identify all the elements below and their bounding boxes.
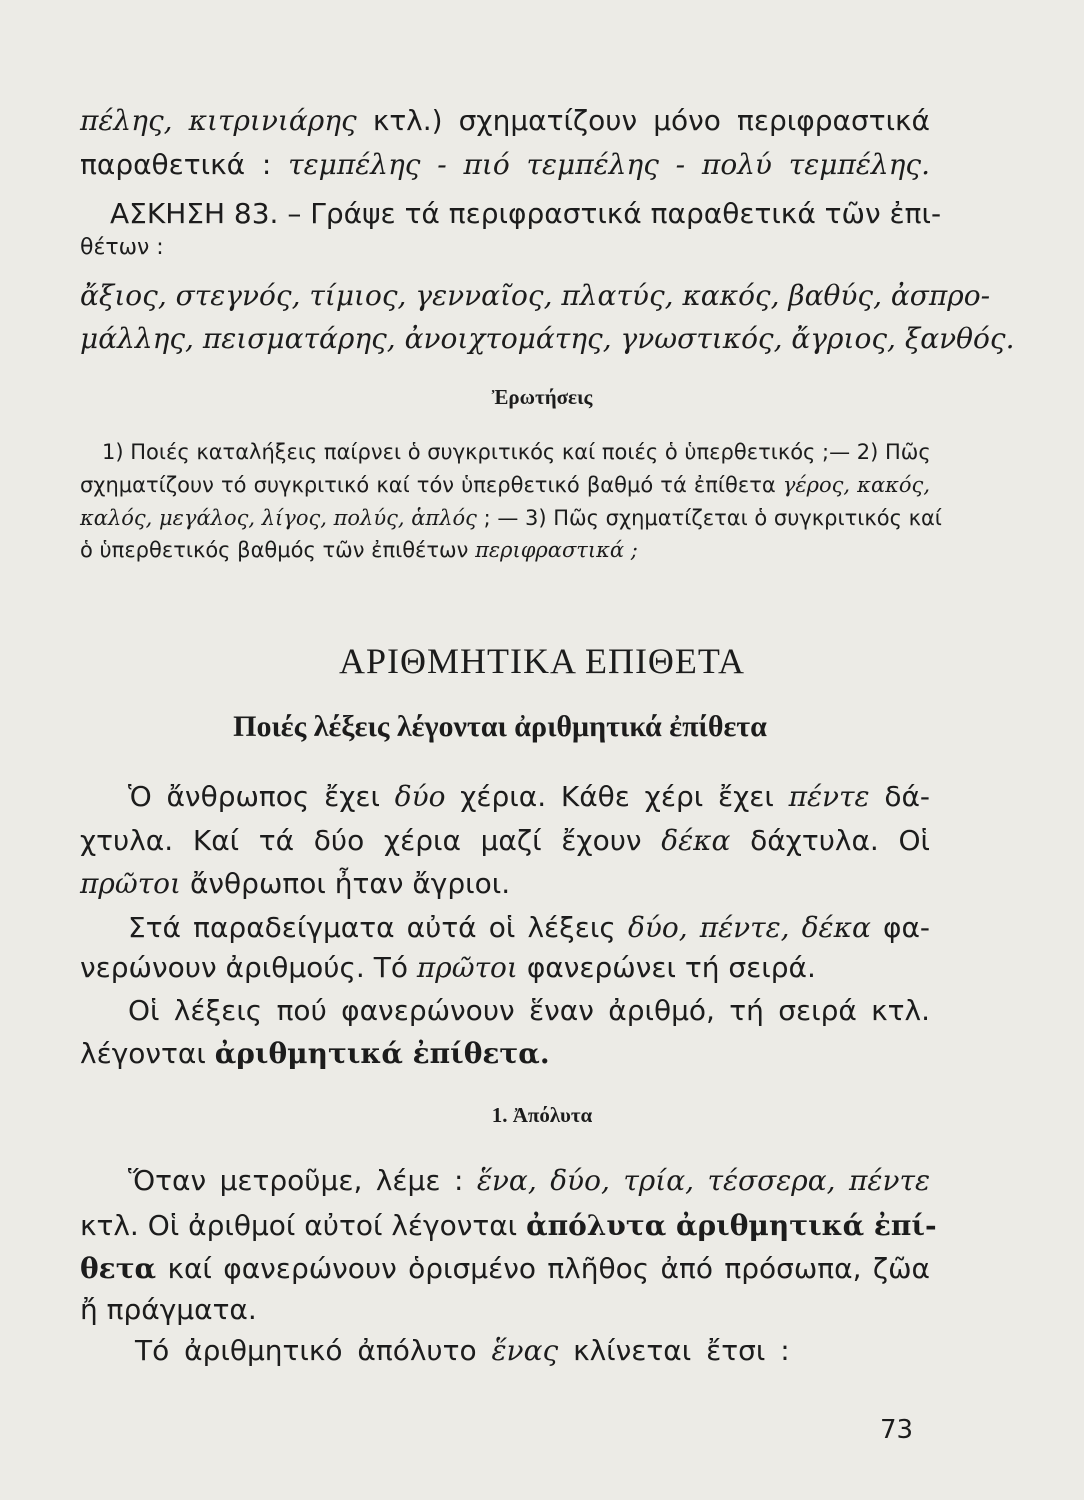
question-text: ὁ ὑπερθετικός βαθμός τῶν ἐπιθέτων	[80, 538, 469, 562]
paragraph-line	[128, 911, 931, 944]
text: παραθετικά :	[80, 148, 272, 181]
question-line	[80, 506, 942, 530]
bold-term: ἀριθμητικά ἐπίθετα.	[214, 1037, 550, 1070]
question-text: ; — 3) Πῶς σχηματίζεται ὁ συγκριτικός καί	[483, 506, 942, 530]
paragraph-line	[80, 1037, 930, 1070]
text: καί φανερώνουν ὁρισμένο πλῆθος ἀπό πρόσωπα, ζῶα	[167, 1252, 930, 1285]
question-line	[80, 475, 930, 496]
section-title: ΑΡΙΘΜΗΤΙΚΑ ΕΠΙΘΕΤΑ	[338, 641, 746, 681]
text: λέγονται	[80, 1037, 206, 1070]
text: κτλ. Οἱ ἀριθμοί αὐτοί λέγονται	[80, 1209, 518, 1242]
bold-term: θετα	[80, 1252, 157, 1285]
word-list: μάλλης, πεισματάρης, ἀνοιχτομάτης, γνωστικός, ἄγριος, ξανθός.	[80, 322, 1015, 355]
text: φα-	[882, 911, 931, 944]
paragraph-line	[128, 994, 930, 1027]
text: Ὁ ἄνθρωπος ἔχει	[128, 780, 380, 813]
question-line	[102, 442, 930, 463]
exercise-line	[110, 197, 942, 230]
text: χτυλα. Καί τά δύο χέρια μαζί ἔχουν	[80, 824, 642, 857]
italic-text: περιφραστικά ;	[475, 538, 638, 562]
exercise-text: θέτων :	[80, 235, 164, 260]
paragraph-line	[80, 951, 930, 984]
italic-text: καλός, μεγάλος, λίγος, πολύς, ἁπλός	[80, 506, 477, 530]
paragraph-line	[128, 780, 931, 813]
paragraph-line	[80, 1293, 930, 1326]
page-number: 73	[880, 1415, 914, 1445]
exercise-text: ΑΣΚΗΣΗ 83. – Γράψε τά περιφραστικά παραθετικά τῶν ἐπι-	[110, 197, 942, 230]
text: φανερώνει τή σειρά.	[526, 951, 816, 984]
paragraph-line	[80, 824, 931, 857]
text: ἄνθρωποι ἦταν ἄγριοι.	[189, 867, 511, 900]
text: Τό ἀριθμητικό ἀπόλυτο	[135, 1334, 477, 1367]
italic-text: ἕνας	[491, 1334, 559, 1367]
text: ἤ πράγματα.	[80, 1293, 257, 1326]
italic-text: ἕνα, δύο, τρία, τέσσερα, πέντε	[476, 1164, 930, 1197]
text: Στά παραδείγματα αὐτά οἱ λέξεις	[128, 911, 616, 944]
italic-text: πρῶτοι	[80, 867, 182, 900]
italic-text: πρῶτοι	[416, 951, 518, 984]
word-list-line	[80, 279, 991, 312]
word-list: ἄξιος, στεγνός, τίμιος, γενναῖος, πλατύς, κακός, βαθύς, ἀσπρο-	[80, 279, 991, 312]
text: χέρια. Κάθε χέρι ἔχει	[460, 780, 774, 813]
question-text: 1) Ποιές καταλήξεις παίρνει ὁ συγκριτικός καί ποιές ὁ ὑπερθετικός ;— 2) Πῶς	[102, 440, 931, 464]
text-line	[80, 104, 930, 137]
text: κλίνεται ἔτσι :	[573, 1334, 790, 1367]
text: κτλ.) σχηματίζουν μόνο περιφραστικά	[372, 104, 930, 137]
italic-text: δέκα	[661, 824, 731, 857]
paragraph-line	[135, 1334, 930, 1367]
section-subtitle: Ποιές λέξεις λέγονται ἀριθμητικά ἐπίθετα	[233, 710, 767, 743]
text: νερώνουν ἀριθμούς. Τό	[80, 951, 408, 984]
paragraph-line	[80, 1209, 937, 1242]
text: δά-	[884, 780, 931, 813]
italic-text: πέλης, κιτρινιάρης	[80, 104, 357, 137]
text: Ὅταν μετροῦμε, λέμε :	[128, 1164, 464, 1197]
paragraph-line	[128, 1164, 930, 1197]
question-text: σχηματίζουν τό συγκριτικό καί τόν ὑπερθετικό βαθμό τά ἐπίθετα	[80, 473, 776, 497]
text: δάχτυλα. Οἱ	[750, 824, 931, 857]
italic-text: γέρος, κακός,	[782, 473, 930, 497]
question-line	[80, 540, 930, 561]
exercise-line	[80, 237, 930, 259]
italic-text: δύο, πέντε, δέκα	[627, 911, 871, 944]
bold-term: ἀπόλυτα ἀριθμητικά ἐπί-	[526, 1209, 937, 1242]
paragraph-line	[80, 1252, 930, 1285]
text-line	[80, 148, 930, 181]
text: Οἱ λέξεις πού φανερώνουν ἕναν ἀριθμό, τή σειρά κτλ.	[128, 994, 930, 1027]
italic-text: πέντε	[788, 780, 870, 813]
italic-text: τεμπέλης - πιό τεμπέλης - πολύ τεμπέλης.	[288, 148, 930, 181]
questions-heading: Ἐρωτήσεις	[491, 385, 593, 409]
word-list-line	[80, 322, 1015, 355]
italic-text: δύο	[394, 780, 446, 813]
paragraph-line	[80, 867, 930, 900]
subsection-title: 1. Ἀπόλυτα	[491, 1103, 593, 1127]
